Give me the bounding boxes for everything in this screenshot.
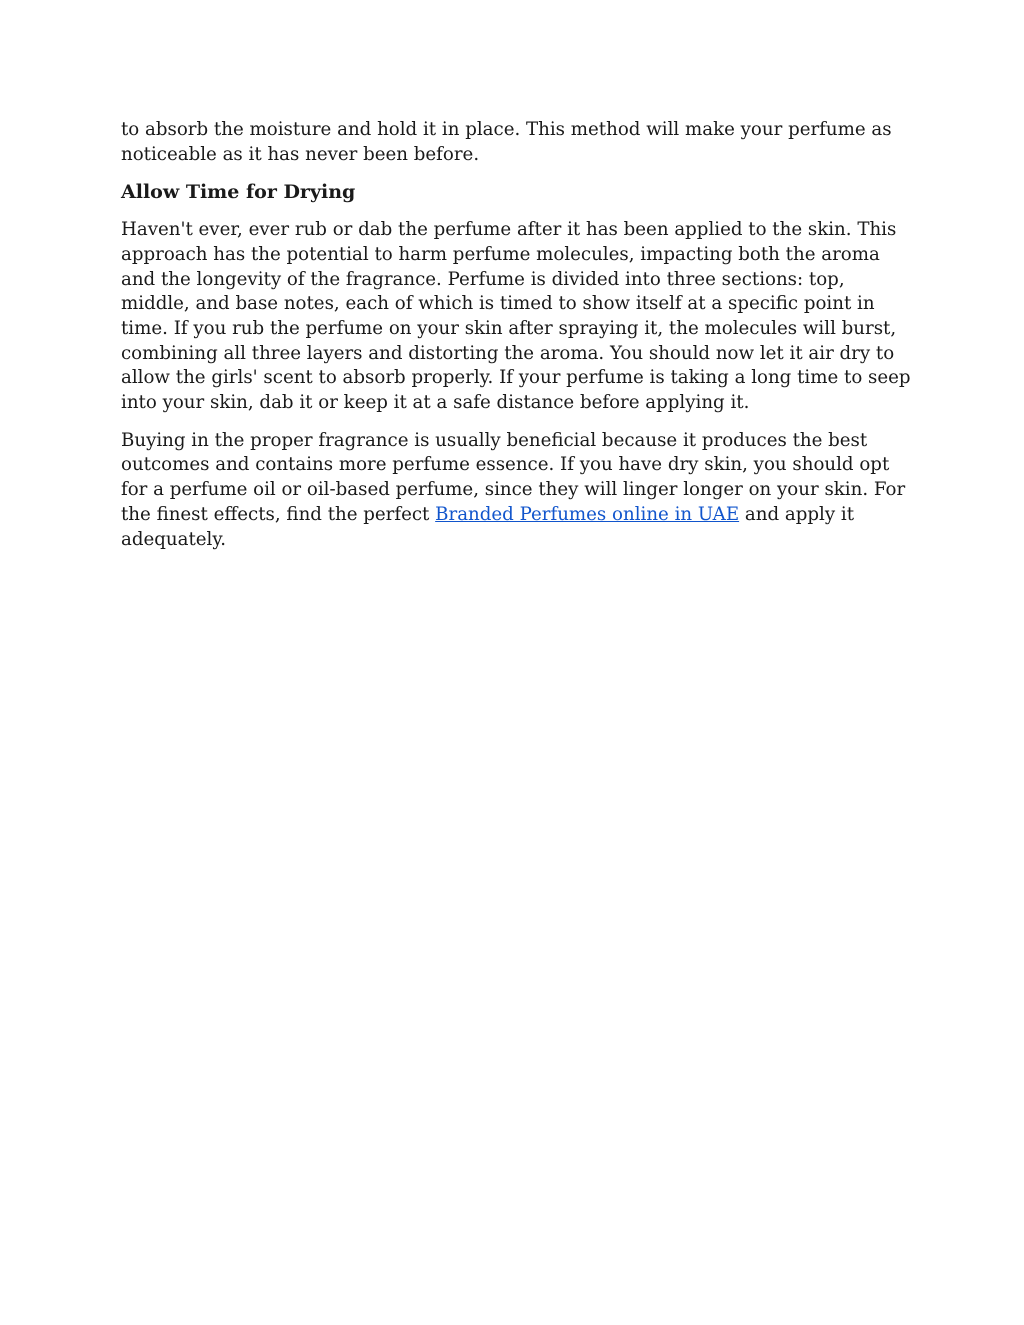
paragraph-buying xyxy=(121,429,911,553)
paragraph-buying-text: Buying in the proper fragrance is usually beneficial because it produces the best outcomes and contains more perfume essence. If you have dry skin, you should opt for a perfume oil or oil-based perfume, since they will linger longer on your skin. For the finest effects, find the perfect xyxy=(121,429,906,525)
document-page xyxy=(121,118,911,565)
paragraph-drying: Haven't ever, ever rub or dab the perfume after it has been applied to the skin. This approach has the potential to harm perfume molecules, impacting both the aroma and the longevity of the fragrance. Perfume is divided into three sections: top, middle, and base notes, each of which is timed to show itself at a specific point in time. If you rub the perfume on your skin after spraying it, the molecules will burst, combining all three layers and distorting the aroma. You should now let it air dry to allow the girls' scent to absorb properly. If your perfume is taking a long time to seep into your skin, dab it or keep it at a safe distance before applying it. xyxy=(121,219,911,414)
section-heading: Allow Time for Drying xyxy=(121,181,356,204)
paragraph-buying-tail: and apply it adequately. xyxy=(121,503,854,550)
branded-perfumes-link[interactable]: Branded Perfumes online in UAE xyxy=(435,503,740,525)
paragraph-intro: to absorb the moisture and hold it in place. This method will make your perfume as noticeable as it has never been before. xyxy=(121,119,892,165)
